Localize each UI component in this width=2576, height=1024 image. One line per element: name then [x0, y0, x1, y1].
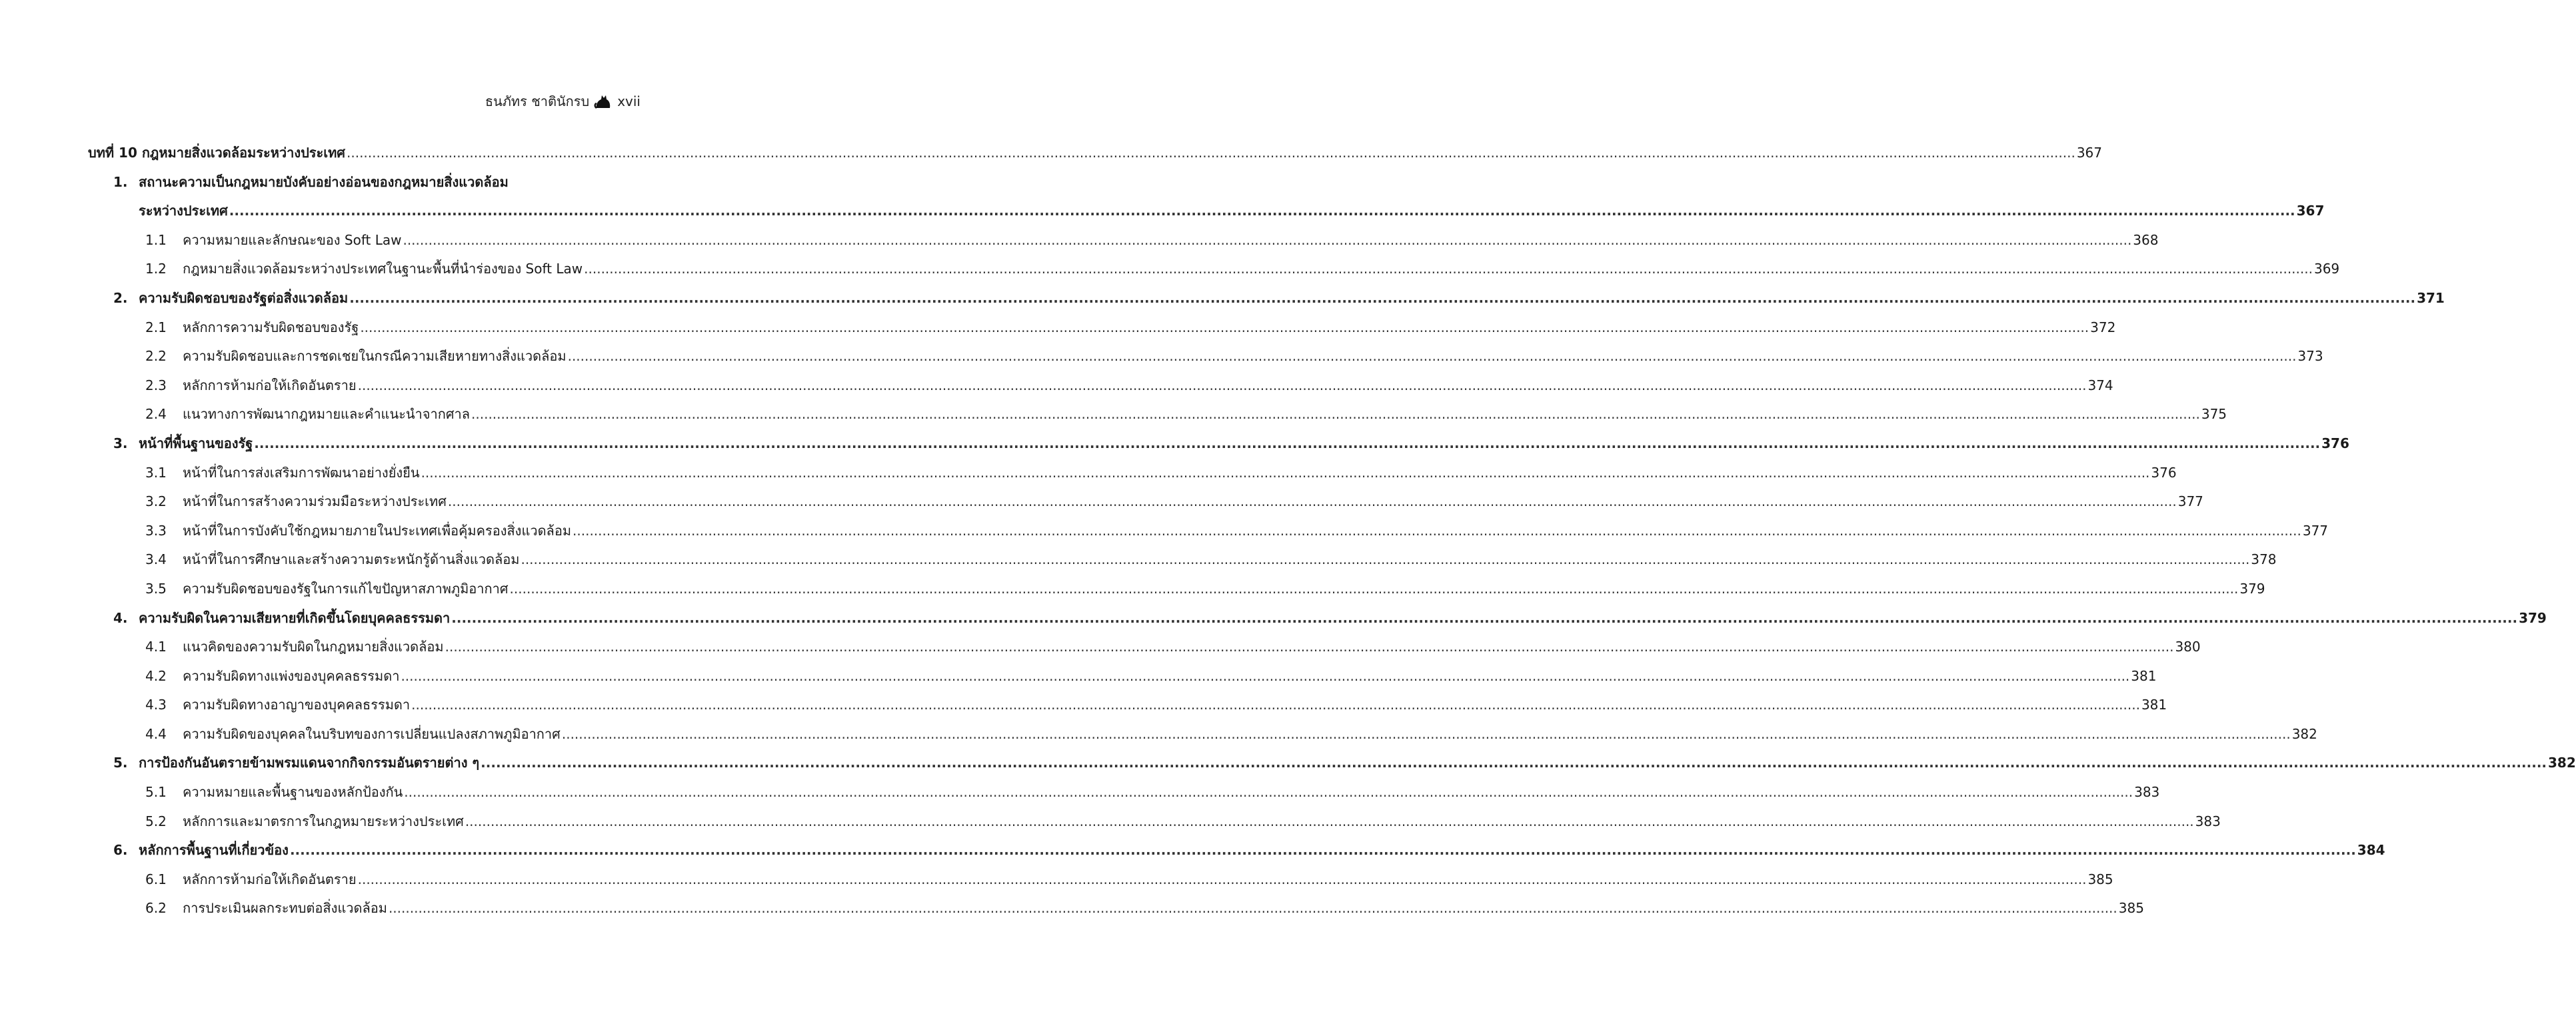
toc-section-page: 367 — [2296, 203, 2325, 219]
toc-subsection-entry[interactable] — [88, 545, 2277, 575]
toc-leader-dots — [521, 545, 2249, 575]
toc-subsection-number: 4.2 — [145, 667, 167, 684]
toc-subsection-entry[interactable] — [88, 865, 2113, 895]
toc-subsection-entry[interactable] — [88, 371, 2113, 401]
toc-subsection-title: หลักการความรับผิดชอบของรัฐ — [183, 319, 359, 335]
toc-section-title: ความรับผิดชอบของรัฐต่อสิ่งแวดล้อม — [139, 289, 349, 306]
toc-subsection-page: 382 — [2291, 725, 2317, 742]
toc-subsection-entry[interactable] — [88, 662, 2157, 691]
toc-subsection-number: 5.1 — [145, 784, 167, 801]
toc-section-title-continued: ระหว่างประเทศ — [139, 203, 228, 219]
toc-section-title: ความรับผิดในความเสียหายที่เกิดขึ้นโดยบุคคลธรรมดา — [139, 609, 451, 626]
toc-subsection-entry[interactable] — [88, 575, 2265, 604]
toc-subsection-entry[interactable] — [88, 720, 2317, 749]
toc-leader-dots — [360, 313, 2089, 343]
toc-subsection-number: 4.4 — [145, 725, 167, 742]
toc-section-page: 384 — [2357, 842, 2385, 859]
toc-subsection-number: 3.3 — [145, 522, 167, 539]
page-number: xvii — [617, 93, 641, 109]
toc-subsection-number: 2.4 — [145, 406, 167, 423]
toc-subsection-number: 1.2 — [145, 261, 167, 277]
toc-leader-dots — [568, 342, 2297, 371]
toc-subsection-entry[interactable] — [88, 778, 2160, 807]
toc-subsection-entry[interactable] — [88, 459, 2177, 488]
toc-leader-dots — [290, 836, 2356, 865]
toc-subsection-number: 2.1 — [145, 319, 167, 335]
toc-subsection-page: 383 — [2134, 784, 2160, 801]
toc-subsection-title: หน้าที่ในการศึกษาและสร้างความตระหนักรู้ด้านสิ่งแวดล้อม — [183, 551, 520, 568]
toc-section-entry[interactable] — [88, 749, 2576, 778]
toc-subsection-entry[interactable] — [88, 342, 2323, 371]
toc-leader-dots — [421, 459, 2150, 488]
page-header — [485, 91, 641, 112]
toc-subsection-number: 4.1 — [145, 639, 167, 655]
toc-chapter-title: บทที่ 10 กฎหมายสิ่งแวดล้อมระหว่างประเทศ — [88, 145, 345, 161]
toc-subsection-title: ความรับผิดทางแพ่งของบุคคลธรรมดา — [183, 667, 400, 684]
toc-subsection-number: 6.2 — [145, 900, 167, 917]
toc-leader-dots — [254, 429, 2320, 459]
toc-chapter-page: 367 — [2076, 145, 2103, 161]
toc-leader-dots — [584, 255, 2313, 284]
toc-subsection-entry[interactable] — [88, 633, 2201, 662]
toc-leader-dots — [448, 487, 2177, 517]
toc-section-number: 2. — [113, 289, 128, 306]
toc-subsection-number: 3.4 — [145, 551, 167, 568]
toc-leader-dots — [358, 371, 2087, 401]
toc-section-entry[interactable] — [88, 836, 2385, 865]
toc-subsection-page: 372 — [2090, 319, 2116, 335]
toc-subsection-page: 368 — [2133, 231, 2159, 248]
toc-subsection-entry[interactable] — [88, 226, 2159, 255]
toc-section-number: 1. — [113, 173, 128, 190]
toc-subsection-title: หน้าที่ในการส่งเสริมการพัฒนาอย่างยั่งยืน — [183, 464, 420, 481]
toc-leader-dots — [481, 749, 2547, 778]
toc-subsection-number: 3.5 — [145, 580, 167, 597]
toc-section-title: การป้องกันอันตรายข้ามพรมแดนจากกิจกรรมอันตรายต่าง ๆ — [139, 755, 480, 771]
toc-subsection-page: 377 — [2177, 493, 2203, 510]
toc-leader-dots — [411, 691, 2140, 720]
toc-subsection-number: 3.2 — [145, 493, 167, 510]
toc-subsection-page: 381 — [2131, 667, 2157, 684]
toc-subsection-page: 385 — [2087, 871, 2113, 887]
toc-subsection-page: 381 — [2141, 697, 2167, 713]
toc-leader-dots — [389, 894, 2117, 923]
toc-leader-dots — [562, 720, 2291, 749]
toc-subsection-number: 3.1 — [145, 464, 167, 481]
toc-section-page: 379 — [2519, 609, 2547, 626]
toc-section-entry[interactable] — [88, 429, 2349, 459]
toc-section-entry[interactable] — [88, 168, 641, 197]
toc-subsection-entry[interactable] — [88, 400, 2227, 429]
toc-subsection-number: 2.3 — [145, 377, 167, 393]
toc-subsection-page: 378 — [2251, 551, 2277, 568]
toc-leader-dots — [347, 139, 2075, 168]
toc-subsection-number: 5.2 — [145, 813, 167, 829]
toc-leader-dots — [451, 604, 2517, 633]
toc-subsection-entry[interactable] — [88, 487, 2203, 517]
toc-subsection-title: การประเมินผลกระทบต่อสิ่งแวดล้อม — [183, 900, 387, 917]
toc-subsection-number: 1.1 — [145, 231, 167, 248]
toc-section-number: 5. — [113, 755, 128, 771]
toc-leader-dots — [349, 284, 2415, 313]
toc-subsection-title: กฎหมายสิ่งแวดล้อมระหว่างประเทศในฐานะพื้นที่นำร่องของ Soft Law — [183, 261, 583, 277]
toc-subsection-title: ความรับผิดทางอาญาของบุคคลธรรมดา — [183, 697, 411, 713]
toc-subsection-page: 385 — [2118, 900, 2144, 917]
toc-leader-dots — [404, 778, 2133, 807]
toc-subsection-entry[interactable] — [88, 255, 2340, 284]
toc-section-title: หลักการพื้นฐานที่เกี่ยวข้อง — [139, 842, 289, 859]
toc-section-number: 4. — [113, 609, 128, 626]
toc-subsection-title: หลักการห้ามก่อให้เกิดอันตราย — [183, 871, 357, 887]
toc-subsection-entry[interactable] — [88, 894, 2144, 923]
toc-section-page: 371 — [2417, 289, 2445, 306]
toc-subsection-entry[interactable] — [88, 517, 2329, 546]
toc-subsection-entry[interactable] — [88, 807, 2221, 837]
toc-section-number: 6. — [113, 842, 128, 859]
toc-subsection-page: 379 — [2239, 580, 2265, 597]
toc-chapter-entry[interactable] — [88, 139, 2103, 168]
toc-subsection-title: ความหมายและลักษณะของ Soft Law — [183, 231, 402, 248]
toc-subsection-page: 377 — [2302, 522, 2329, 539]
toc-subsection-number: 6.1 — [145, 871, 167, 887]
toc-section-entry[interactable] — [88, 284, 2445, 313]
toc-subsection-page: 380 — [2175, 639, 2201, 655]
toc-section-entry[interactable] — [88, 604, 2547, 633]
toc-section-title: สถานะความเป็นกฎหมายบังคับอย่างอ่อนของกฎหมายสิ่งแวดล้อม — [139, 173, 509, 190]
toc-subsection-title: ความหมายและพื้นฐานของหลักป้องกัน — [183, 784, 403, 801]
toc-subsection-title: หลักการห้ามก่อให้เกิดอันตราย — [183, 377, 357, 393]
toc-leader-dots — [471, 400, 2200, 429]
toc-subsection-title: หน้าที่ในการบังคับใช้กฎหมายภายในประเทศเพื่อคุ้มครองสิ่งแวดล้อม — [183, 522, 572, 539]
toc-section-title: หน้าที่พื้นฐานของรัฐ — [139, 435, 253, 451]
cat-icon — [595, 93, 612, 109]
toc-leader-dots — [403, 226, 2131, 255]
author-name: ธนภัทร ชาตินักรบ — [485, 93, 590, 109]
toc-subsection-title: แนวคิดของความรับผิดในกฎหมายสิ่งแวดล้อม — [183, 639, 444, 655]
toc-leader-dots — [229, 197, 2295, 226]
toc-section-entry-continued[interactable] — [88, 197, 2325, 226]
toc-subsection-entry[interactable] — [88, 691, 2167, 720]
toc-subsection-number: 2.2 — [145, 348, 167, 365]
toc-subsection-number: 4.3 — [145, 697, 167, 713]
toc-section-page: 376 — [2321, 435, 2349, 451]
toc-subsection-page: 376 — [2151, 464, 2177, 481]
toc-leader-dots — [401, 662, 2129, 691]
toc-subsection-page: 374 — [2087, 377, 2113, 393]
toc-leader-dots — [445, 633, 2174, 662]
toc-section-number: 3. — [113, 435, 128, 451]
toc-subsection-title: หลักการและมาตรการในกฎหมายระหว่างประเทศ — [183, 813, 464, 829]
table-of-contents — [88, 139, 2576, 923]
toc-subsection-title: ความรับผิดชอบของรัฐในการแก้ไขปัญหาสภาพภูมิอากาศ — [183, 580, 509, 597]
toc-leader-dots — [573, 517, 2301, 546]
toc-subsection-entry[interactable] — [88, 313, 2116, 343]
toc-subsection-title: แนวทางการพัฒนากฎหมายและคำแนะนำจากศาล — [183, 406, 471, 423]
toc-subsection-page: 369 — [2313, 261, 2340, 277]
toc-subsection-page: 373 — [2297, 348, 2323, 365]
toc-leader-dots — [510, 575, 2239, 604]
toc-subsection-title: ความรับผิดชอบและการชดเชยในกรณีความเสียหายทางสิ่งแวดล้อม — [183, 348, 567, 365]
toc-subsection-title: หน้าที่ในการสร้างความร่วมมือระหว่างประเทศ — [183, 493, 447, 510]
toc-leader-dots — [465, 807, 2194, 837]
toc-subsection-title: ความรับผิดของบุคคลในบริบทของการเปลี่ยนแปลงสภาพภูมิอากาศ — [183, 725, 561, 742]
toc-subsection-page: 383 — [2195, 813, 2221, 829]
toc-section-page: 382 — [2548, 755, 2576, 771]
toc-leader-dots — [358, 865, 2087, 895]
toc-subsection-page: 375 — [2201, 406, 2227, 423]
